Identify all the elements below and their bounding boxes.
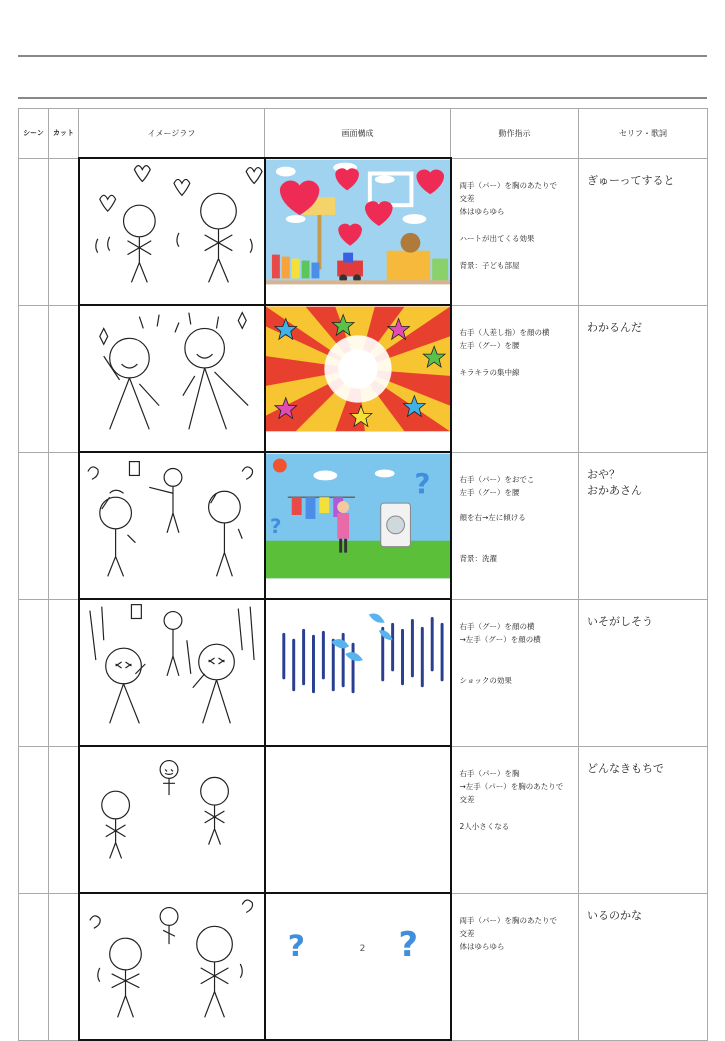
lyrics-cell-6: いるのかな xyxy=(579,893,708,1040)
rough-sketch-hug xyxy=(80,159,264,285)
action-cell-4 xyxy=(451,599,579,746)
lyrics-cell-2: わかるんだ xyxy=(579,305,708,452)
action-line: 2人小さくなる xyxy=(459,821,510,831)
action-line: 両手（パー）を胸のあたりで 交差 体はゆらゆら xyxy=(459,180,557,216)
action-line: 右手（パー）をおでこ 左手（グー）を腰 xyxy=(459,474,535,497)
header-composition: 画面構成 xyxy=(265,109,451,159)
header-image: イメージラフ xyxy=(79,109,265,159)
action-line: キラキラの集中線 xyxy=(459,367,520,377)
image-rough-5 xyxy=(79,746,265,893)
cut-cell xyxy=(49,746,79,893)
header-band xyxy=(18,55,707,99)
storyboard-row-6 xyxy=(19,893,708,1040)
storyboard-row-3 xyxy=(19,452,708,599)
scene-cell xyxy=(19,893,49,1040)
question-marks-composition xyxy=(266,894,450,1020)
rough-sketch-shock xyxy=(80,600,264,726)
cut-cell xyxy=(49,893,79,1040)
cut-cell xyxy=(49,599,79,746)
action-cell-6 xyxy=(451,893,579,1040)
action-cell-3 xyxy=(451,452,579,599)
blank-composition xyxy=(266,747,450,873)
lyrics-cell-1: ぎゅーってすると xyxy=(579,158,708,305)
rough-sketch-small xyxy=(80,747,264,873)
image-rough-2 xyxy=(79,305,265,452)
scene-cell xyxy=(19,746,49,893)
action-cell-1 xyxy=(451,158,579,305)
composition-3 xyxy=(265,452,451,599)
composition-6 xyxy=(265,893,451,1040)
storyboard-row-4 xyxy=(19,599,708,746)
scene-cell xyxy=(19,158,49,305)
rough-sketch-understand xyxy=(80,306,264,432)
shock-lines-illustration xyxy=(266,600,450,726)
page-number: 2 xyxy=(359,944,366,954)
action-line: 右手（人差し指）を顔の横 左手（グー）を腰 xyxy=(459,327,550,350)
action-line: ショックの効果 xyxy=(459,675,512,685)
scene-cell xyxy=(19,599,49,746)
header-cut: カット xyxy=(49,109,79,159)
action-line: ハートが出てくる効果 xyxy=(459,233,535,243)
cut-cell xyxy=(49,158,79,305)
rough-sketch-wonder xyxy=(80,894,264,1020)
header-action: 動作指示 xyxy=(451,109,579,159)
kids-room-hearts-illustration xyxy=(266,159,450,285)
image-rough-6 xyxy=(79,893,265,1040)
scene-cell xyxy=(19,452,49,599)
lyrics-cell-3: おや？ おかあさん xyxy=(579,452,708,599)
header-lyrics: セリフ・歌詞 xyxy=(579,109,708,159)
composition-1 xyxy=(265,158,451,305)
rough-sketch-wondering xyxy=(80,453,264,579)
action-cell-5 xyxy=(451,746,579,893)
cut-cell xyxy=(49,452,79,599)
question-mark-icon: ? xyxy=(287,928,305,964)
action-line: 背景：洗濯 xyxy=(459,553,497,563)
storyboard-row-1 xyxy=(19,158,708,305)
question-mark-icon: ? xyxy=(413,467,430,501)
storyboard-row-2 xyxy=(19,305,708,452)
composition-4 xyxy=(265,599,451,746)
lyrics-cell-4: いそがしそう xyxy=(579,599,708,746)
image-rough-4 xyxy=(79,599,265,746)
storyboard-row-5 xyxy=(19,746,708,893)
action-line: 右手（グー）を顔の横 →左手（グー）を顔の横 xyxy=(459,621,541,644)
image-rough-1 xyxy=(79,158,265,305)
question-mark-icon: ? xyxy=(398,925,418,965)
scene-cell xyxy=(19,305,49,452)
composition-5 xyxy=(265,746,451,893)
image-rough-3 xyxy=(79,452,265,599)
lyrics-cell-5: どんなきもちで xyxy=(579,746,708,893)
action-line: 顔を右→左に傾ける xyxy=(459,512,526,522)
action-cell-2 xyxy=(451,305,579,452)
sparkle-focus-lines-illustration xyxy=(266,306,450,432)
laundry-background-illustration xyxy=(266,453,450,579)
composition-2 xyxy=(265,305,451,452)
action-line: 右手（パー）を胸 →左手（パー）を胸のあたりで 交差 xyxy=(459,768,564,804)
header-row xyxy=(19,109,708,159)
action-line: 両手（パー）を胸のあたりで 交差 体はゆらゆら xyxy=(459,915,557,951)
header-scene: シーン xyxy=(19,109,49,159)
storyboard-table xyxy=(18,108,708,1041)
question-mark-icon: ? xyxy=(269,514,281,538)
action-line: 背景：子ども部屋 xyxy=(459,260,520,270)
cut-cell xyxy=(49,305,79,452)
